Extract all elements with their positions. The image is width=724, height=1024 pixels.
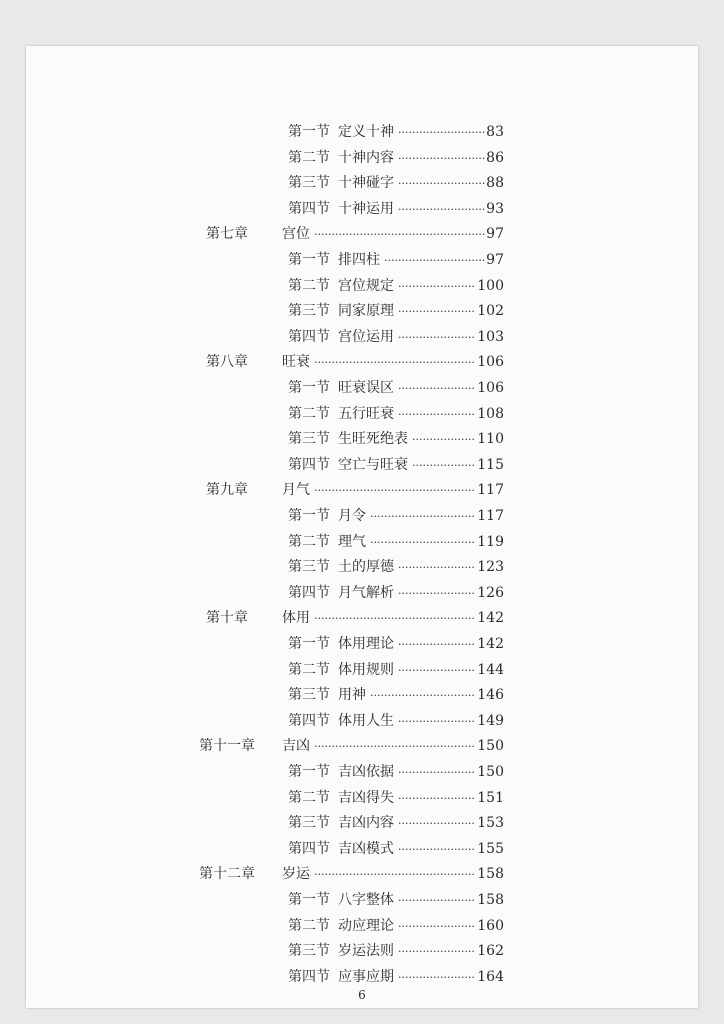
page-ref: 110: [477, 431, 504, 448]
page-ref: 142: [477, 610, 504, 627]
entry-title: 吉凶: [282, 738, 310, 755]
page-ref: 153: [477, 815, 504, 832]
entry-title: 旺衰误区: [338, 380, 394, 396]
section-label: 第四节: [288, 968, 330, 985]
entry-title: 体用理论: [338, 636, 394, 652]
dot-leader: [398, 307, 476, 317]
section-label: 第一节: [288, 508, 330, 524]
page-ref: 97: [486, 252, 504, 268]
section-label: 第一节: [288, 380, 330, 396]
section-label: 第一节: [288, 764, 330, 780]
page-ref: 146: [477, 687, 504, 704]
dot-leader: [398, 128, 485, 138]
page-ref: 83: [486, 124, 504, 140]
section-label: 第二节: [288, 789, 330, 806]
entry-title: 应事应期: [338, 968, 394, 985]
entry-title: 吉凶依据: [338, 764, 394, 780]
chapter-label: 第七章: [206, 226, 248, 243]
entry-title: 岁运法则: [338, 943, 394, 960]
dot-leader: [314, 358, 476, 368]
page-ref: 123: [477, 559, 504, 576]
entry-title: 土的厚德: [338, 559, 394, 576]
dot-leader: [398, 179, 485, 189]
entry-title: 八字整体: [338, 892, 394, 908]
dot-leader: [398, 666, 476, 676]
dot-leader: [398, 819, 476, 829]
section-label: 第三节: [288, 815, 330, 832]
page-ref: 126: [477, 584, 504, 601]
page-ref: 102: [477, 303, 504, 320]
page-ref: 158: [477, 892, 504, 908]
section-label: 第四节: [288, 328, 330, 345]
section-label: 第二节: [288, 917, 330, 934]
entry-title: 用神: [338, 687, 366, 704]
page-ref: 103: [477, 328, 504, 345]
dot-leader: [398, 794, 476, 804]
entry-title: 体用: [282, 610, 310, 627]
section-label: 第二节: [288, 661, 330, 678]
section-label: 第四节: [288, 584, 330, 601]
section-label: 第二节: [288, 533, 330, 550]
section-label: 第四节: [288, 840, 330, 857]
section-label: 第四节: [288, 456, 330, 473]
section-label: 第一节: [288, 892, 330, 908]
dot-leader: [398, 589, 476, 599]
page-ref: 97: [486, 226, 504, 243]
dot-leader: [398, 845, 476, 855]
entry-title: 月气解析: [338, 584, 394, 601]
dot-leader: [398, 410, 476, 420]
page-ref: 158: [477, 866, 504, 883]
page-ref: 160: [477, 917, 504, 934]
section-label: 第一节: [288, 124, 330, 140]
dot-leader: [314, 870, 476, 880]
dot-leader: [314, 614, 476, 624]
page-number: 6: [358, 988, 366, 1002]
dot-leader: [398, 154, 485, 164]
page-ref: 164: [477, 968, 504, 985]
dot-leader: [370, 538, 476, 548]
dot-leader: [398, 205, 485, 215]
entry-title: 体用人生: [338, 712, 394, 729]
section-label: 第二节: [288, 149, 330, 166]
page-ref: 100: [477, 277, 504, 294]
chapter-label: 第十一章: [199, 738, 255, 755]
section-label: 第一节: [288, 252, 330, 268]
chapter-label: 第十二章: [199, 866, 255, 883]
section-label: 第三节: [288, 559, 330, 576]
entry-title: 宫位: [282, 226, 310, 243]
section-label: 第三节: [288, 943, 330, 960]
entry-title: 定义十神: [338, 124, 394, 140]
entry-title: 吉凶内容: [338, 815, 394, 832]
entry-title: 同家原理: [338, 303, 394, 320]
entry-title: 空亡与旺衰: [338, 456, 408, 473]
page-ref: 108: [477, 405, 504, 422]
entry-title: 旺衰: [282, 354, 310, 371]
dot-leader: [398, 717, 476, 727]
entry-title: 五行旺衰: [338, 405, 394, 422]
chapter-label: 第九章: [206, 482, 248, 499]
page-ref: 117: [477, 482, 504, 499]
page-ref: 106: [477, 380, 504, 396]
page-ref: 150: [477, 764, 504, 780]
dot-leader: [370, 691, 476, 701]
dot-leader: [398, 640, 476, 650]
entry-title: 十神内容: [338, 149, 394, 166]
page-ref: 151: [477, 789, 504, 806]
page-ref: 115: [477, 456, 504, 473]
entry-title: 十神运用: [338, 200, 394, 217]
dot-leader: [398, 973, 476, 983]
page-ref: 86: [486, 149, 504, 166]
section-label: 第三节: [288, 303, 330, 320]
page-ref: 149: [477, 712, 504, 729]
page-ref: 142: [477, 636, 504, 652]
entry-title: 宫位规定: [338, 277, 394, 294]
dot-leader: [314, 230, 485, 240]
dot-leader: [412, 461, 476, 471]
dot-leader: [314, 742, 476, 752]
entry-title: 排四柱: [338, 252, 380, 268]
entry-title: 宫位运用: [338, 328, 394, 345]
dot-leader: [412, 435, 476, 445]
entry-title: 月令: [338, 508, 366, 524]
section-label: 第二节: [288, 277, 330, 294]
entry-title: 吉凶得失: [338, 789, 394, 806]
page-ref: 117: [477, 508, 504, 524]
entry-title: 动应理论: [338, 917, 394, 934]
entry-title: 吉凶模式: [338, 840, 394, 857]
page-ref: 162: [477, 943, 504, 960]
dot-leader: [384, 256, 485, 266]
section-label: 第四节: [288, 200, 330, 217]
dot-leader: [398, 896, 476, 906]
page-ref: 106: [477, 354, 504, 371]
dot-leader: [398, 563, 476, 573]
section-label: 第三节: [288, 687, 330, 704]
section-label: 第一节: [288, 636, 330, 652]
dot-leader: [398, 384, 476, 394]
dot-leader: [398, 922, 476, 932]
entry-title: 体用规则: [338, 661, 394, 678]
chapter-label: 第八章: [206, 354, 248, 371]
entry-title: 生旺死绝表: [338, 431, 408, 448]
section-label: 第三节: [288, 431, 330, 448]
entry-title: 理气: [338, 533, 366, 550]
dot-leader: [398, 947, 476, 957]
page-ref: 119: [477, 533, 504, 550]
entry-title: 十神碰字: [338, 175, 394, 192]
section-label: 第二节: [288, 405, 330, 422]
dot-leader: [398, 768, 476, 778]
dot-leader: [314, 486, 476, 496]
dot-leader: [398, 333, 476, 343]
entry-title: 月气: [282, 482, 310, 499]
dot-leader: [370, 512, 476, 522]
page-ref: 155: [477, 840, 504, 857]
page-ref: 88: [486, 175, 504, 192]
section-label: 第三节: [288, 175, 330, 192]
dot-leader: [398, 282, 476, 292]
section-label: 第四节: [288, 712, 330, 729]
page-ref: 93: [486, 200, 504, 217]
page-ref: 144: [477, 661, 504, 678]
chapter-label: 第十章: [206, 610, 248, 627]
page-ref: 150: [477, 738, 504, 755]
entry-title: 岁运: [282, 866, 310, 883]
